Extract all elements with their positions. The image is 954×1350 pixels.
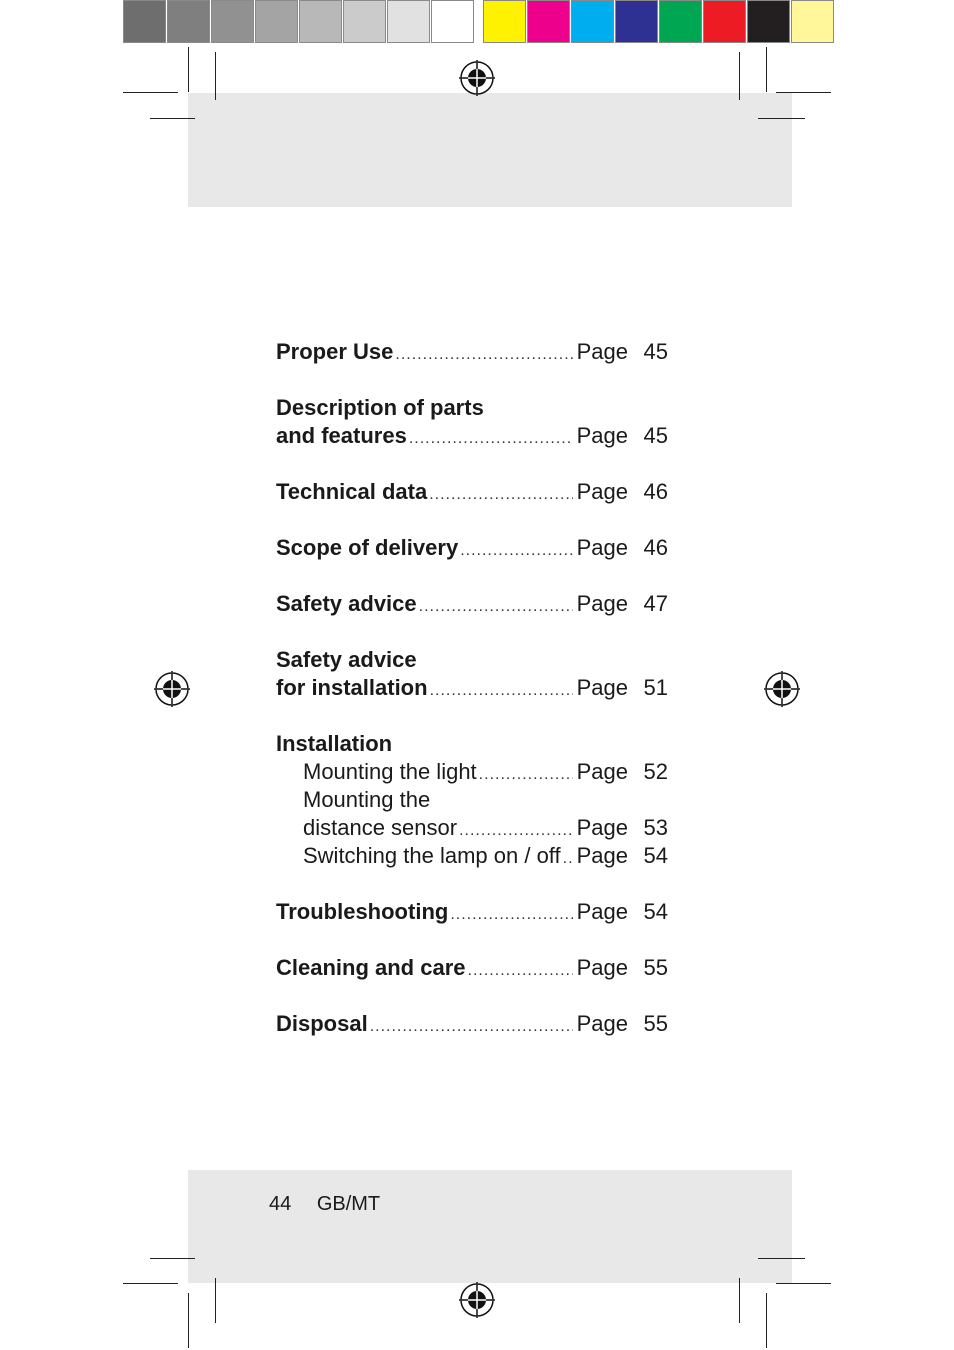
gray-swatch bbox=[211, 0, 254, 43]
color-swatch bbox=[747, 0, 790, 43]
crop-mark bbox=[150, 118, 195, 119]
gray-swatch bbox=[431, 0, 474, 43]
crop-mark bbox=[758, 1258, 805, 1259]
color-swatch bbox=[703, 0, 746, 43]
table-of-contents bbox=[276, 338, 668, 1066]
toc-subentry-title: Mounting the bbox=[303, 787, 431, 812]
dot-leader bbox=[430, 677, 573, 705]
toc-subentry-line bbox=[276, 842, 668, 870]
dot-leader bbox=[419, 593, 573, 621]
registration-mark-icon bbox=[154, 671, 190, 707]
crop-mark bbox=[776, 92, 831, 93]
page-number: 52 bbox=[643, 759, 668, 784]
registration-mark-icon bbox=[459, 60, 495, 96]
gray-swatch bbox=[343, 0, 386, 43]
gray-swatch bbox=[167, 0, 210, 43]
toc-entry-title: Description of parts bbox=[276, 395, 484, 420]
crop-mark bbox=[123, 1283, 178, 1284]
dot-leader bbox=[395, 341, 572, 369]
toc-entry-title: Troubleshooting bbox=[276, 899, 449, 924]
registration-mark-icon bbox=[459, 1282, 495, 1318]
crop-mark bbox=[758, 118, 805, 119]
color-swatch bbox=[791, 0, 834, 43]
page-number: 46 bbox=[643, 479, 668, 504]
page-label: Page bbox=[576, 423, 628, 448]
toc-entry bbox=[276, 590, 668, 618]
color-calibration-strip bbox=[483, 0, 835, 45]
toc-entry-title: for installation bbox=[276, 675, 428, 700]
dot-leader bbox=[429, 481, 572, 509]
dot-leader bbox=[563, 845, 573, 873]
crop-mark bbox=[766, 1293, 767, 1348]
page-number: 46 bbox=[643, 535, 668, 560]
dot-leader bbox=[479, 761, 573, 789]
toc-entry-line bbox=[276, 1010, 668, 1038]
toc-subentry-title: distance sensor bbox=[303, 815, 458, 840]
crop-mark bbox=[150, 1258, 195, 1259]
toc-entry-line bbox=[276, 478, 668, 506]
toc-entry-title: Disposal bbox=[276, 1011, 368, 1036]
toc-entry-line bbox=[276, 730, 668, 758]
page-label: Page bbox=[576, 339, 628, 364]
toc-entry-title: Safety advice bbox=[276, 647, 417, 672]
toc-entry-title: Technical data bbox=[276, 479, 428, 504]
gray-calibration-strip bbox=[123, 0, 475, 45]
gray-swatch bbox=[299, 0, 342, 43]
toc-entry-line bbox=[276, 674, 668, 702]
footer-band bbox=[188, 1170, 792, 1283]
toc-entry-line bbox=[276, 422, 668, 450]
page-number: 51 bbox=[643, 675, 668, 700]
color-swatch bbox=[659, 0, 702, 43]
toc-entry-title: and features bbox=[276, 423, 407, 448]
toc-subentry-title: Switching the lamp on / off bbox=[303, 843, 561, 868]
page-number: 55 bbox=[643, 955, 668, 980]
toc-entry bbox=[276, 534, 668, 562]
page-label: Page bbox=[576, 815, 628, 840]
toc-subentry-line bbox=[276, 814, 668, 842]
toc-entry-title: Proper Use bbox=[276, 339, 394, 364]
toc-entry bbox=[276, 646, 668, 702]
toc-subentry-line bbox=[276, 758, 668, 786]
page-label: Page bbox=[576, 759, 628, 784]
color-swatch bbox=[571, 0, 614, 43]
locale-code: GB/MT bbox=[316, 1193, 381, 1215]
page-footer bbox=[269, 1193, 400, 1216]
toc-entry bbox=[276, 394, 668, 450]
toc-entry-title: Cleaning and care bbox=[276, 955, 466, 980]
toc-entry bbox=[276, 478, 668, 506]
toc-entry-line bbox=[276, 590, 668, 618]
dot-leader bbox=[450, 901, 572, 929]
color-swatch bbox=[527, 0, 570, 43]
toc-entry-title: Installation bbox=[276, 731, 393, 756]
page-number: 54 bbox=[643, 843, 668, 868]
toc-entry-line bbox=[276, 954, 668, 982]
crop-mark bbox=[766, 47, 767, 92]
toc-entry-title: Safety advice bbox=[276, 591, 417, 616]
page-label: Page bbox=[576, 479, 628, 504]
dot-leader bbox=[370, 1013, 573, 1041]
page-label: Page bbox=[576, 955, 628, 980]
page-number: 47 bbox=[643, 591, 668, 616]
page-label: Page bbox=[576, 899, 628, 924]
crop-mark bbox=[123, 92, 178, 93]
crop-mark bbox=[776, 1283, 831, 1284]
toc-entry bbox=[276, 898, 668, 926]
page-number: 55 bbox=[643, 1011, 668, 1036]
toc-entry-line bbox=[276, 534, 668, 562]
header-band bbox=[188, 93, 792, 207]
gray-swatch bbox=[387, 0, 430, 43]
toc-entry-line bbox=[276, 338, 668, 366]
crop-mark bbox=[188, 47, 189, 92]
page-number: 45 bbox=[643, 423, 668, 448]
page-number: 53 bbox=[643, 815, 668, 840]
dot-leader bbox=[468, 957, 573, 985]
color-swatch bbox=[615, 0, 658, 43]
gray-swatch bbox=[123, 0, 166, 43]
registration-mark-icon bbox=[764, 671, 800, 707]
page-number: 54 bbox=[643, 899, 668, 924]
toc-subentry-title: Mounting the light bbox=[303, 759, 477, 784]
toc-entry-line bbox=[276, 646, 668, 674]
crop-mark bbox=[188, 1293, 189, 1348]
crop-mark bbox=[215, 1278, 216, 1323]
gray-swatch bbox=[255, 0, 298, 43]
color-swatch bbox=[483, 0, 526, 43]
toc-entry bbox=[276, 1010, 668, 1038]
page-label: Page bbox=[576, 843, 628, 868]
toc-entry bbox=[276, 730, 668, 870]
toc-entry-line bbox=[276, 898, 668, 926]
page-label: Page bbox=[576, 591, 628, 616]
page-number: 44 bbox=[269, 1193, 292, 1215]
dot-leader bbox=[459, 817, 573, 845]
toc-entry bbox=[276, 338, 668, 366]
page-number: 45 bbox=[643, 339, 668, 364]
page-label: Page bbox=[576, 675, 628, 700]
crop-mark bbox=[215, 52, 216, 100]
dot-leader bbox=[460, 537, 572, 565]
page-label: Page bbox=[576, 1011, 628, 1036]
crop-mark bbox=[739, 52, 740, 100]
toc-entry-title: Scope of delivery bbox=[276, 535, 459, 560]
toc-entry bbox=[276, 954, 668, 982]
dot-leader bbox=[409, 425, 573, 453]
crop-mark bbox=[739, 1278, 740, 1323]
toc-entry-line bbox=[276, 394, 668, 422]
toc-subentry-line bbox=[276, 786, 668, 814]
page-label: Page bbox=[576, 535, 628, 560]
